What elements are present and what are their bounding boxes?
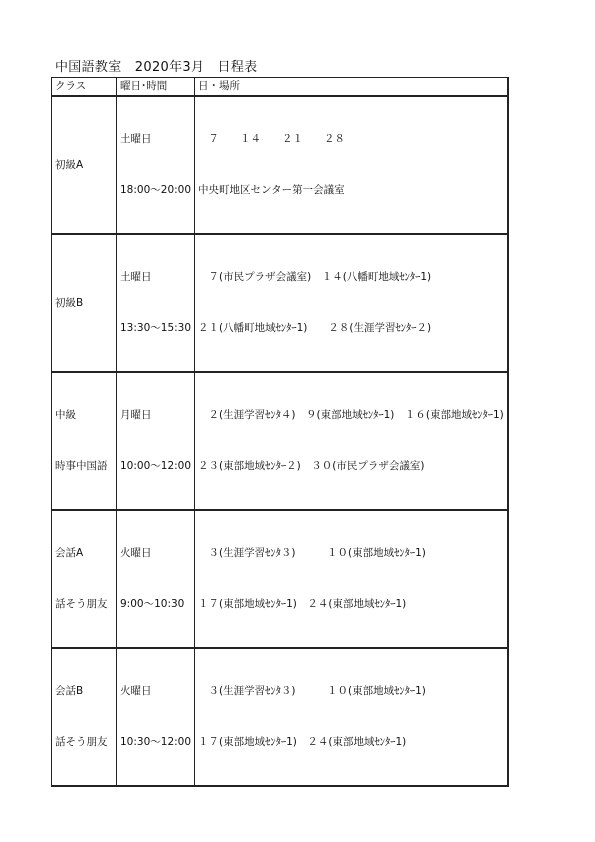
class-cell	[52, 96, 117, 234]
class-cell	[52, 648, 117, 786]
table-row	[52, 648, 508, 786]
time-range: 10:00～12:00	[120, 460, 192, 472]
dates-line-2: ２１(八幡町地域ｾﾝﾀｰ1) ２８(生涯学習ｾﾝﾀｰ２)	[198, 322, 432, 334]
time-cell	[117, 372, 195, 510]
time-cell	[117, 234, 195, 372]
dates-line-1: ３(生涯学習ｾﾝﾀ３) １０(東部地域ｾﾝﾀｰ1)	[198, 547, 426, 559]
class-cell	[52, 372, 117, 510]
class-subtitle: 時事中国語	[55, 460, 108, 472]
table-row	[52, 372, 508, 510]
class-name: 中級	[55, 409, 76, 421]
weekday: 火曜日	[120, 547, 152, 559]
dates-line-2: 中央町地区センター第一会議室	[198, 184, 345, 196]
time-cell	[117, 648, 195, 786]
dates-line-2: ２３(東部地域ｾﾝﾀｰ２) ３０(市民プラザ会議室)	[198, 460, 425, 472]
weekday: 土曜日	[120, 271, 152, 283]
class-cell	[52, 234, 117, 372]
dates-cell	[195, 96, 508, 234]
time-range: 10:30～12:00	[120, 736, 192, 748]
header-time: 曜日･時間	[117, 78, 195, 97]
header-class: クラス	[52, 78, 117, 97]
dates-cell	[195, 372, 508, 510]
class-name: 初級B	[55, 296, 84, 309]
header-dates: 日・場所	[195, 78, 508, 97]
dates-line-1: ２(生涯学習ｾﾝﾀ４) ９(東部地域ｾﾝﾀｰ1) １６(東部地域ｾﾝﾀｰ1)	[198, 409, 504, 421]
class-name: 会話A	[55, 547, 84, 559]
class-cell	[52, 510, 117, 648]
dates-line-1: ３(生涯学習ｾﾝﾀ３) １０(東部地域ｾﾝﾀｰ1)	[198, 685, 426, 697]
dates-line-2: １７(東部地域ｾﾝﾀｰ1) ２４(東部地域ｾﾝﾀｰ1)	[198, 736, 407, 748]
time-cell	[117, 510, 195, 648]
schedule-table	[51, 77, 509, 787]
time-range: 18:00～20:00	[120, 184, 192, 196]
weekday: 月曜日	[120, 409, 152, 421]
table-header-row	[52, 78, 508, 97]
dates-line-2: １７(東部地域ｾﾝﾀｰ1) ２４(東部地域ｾﾝﾀｰ1)	[198, 598, 407, 610]
class-subtitle: 話そう朋友	[55, 736, 108, 748]
time-range: 13:30～15:30	[120, 322, 192, 334]
weekday: 火曜日	[120, 685, 152, 697]
schedule-title: 中国語教室 2020年3月 日程表	[55, 60, 258, 75]
table-row	[52, 510, 508, 648]
weekday: 土曜日	[120, 133, 152, 145]
time-range: 9:00～10:30	[120, 598, 185, 610]
class-subtitle: 話そう朋友	[55, 598, 108, 610]
class-name: 会話B	[55, 685, 84, 697]
table-row	[52, 96, 508, 234]
dates-line-1: ７(市民プラザ会議室) １４(八幡町地域ｾﾝﾀｰ1)	[198, 271, 432, 283]
table-row	[52, 234, 508, 372]
dates-cell	[195, 510, 508, 648]
dates-line-1: ７ １４ ２１ ２８	[198, 133, 346, 145]
dates-cell	[195, 234, 508, 372]
time-cell	[117, 96, 195, 234]
dates-cell	[195, 648, 508, 786]
class-name: 初級A	[55, 158, 84, 171]
